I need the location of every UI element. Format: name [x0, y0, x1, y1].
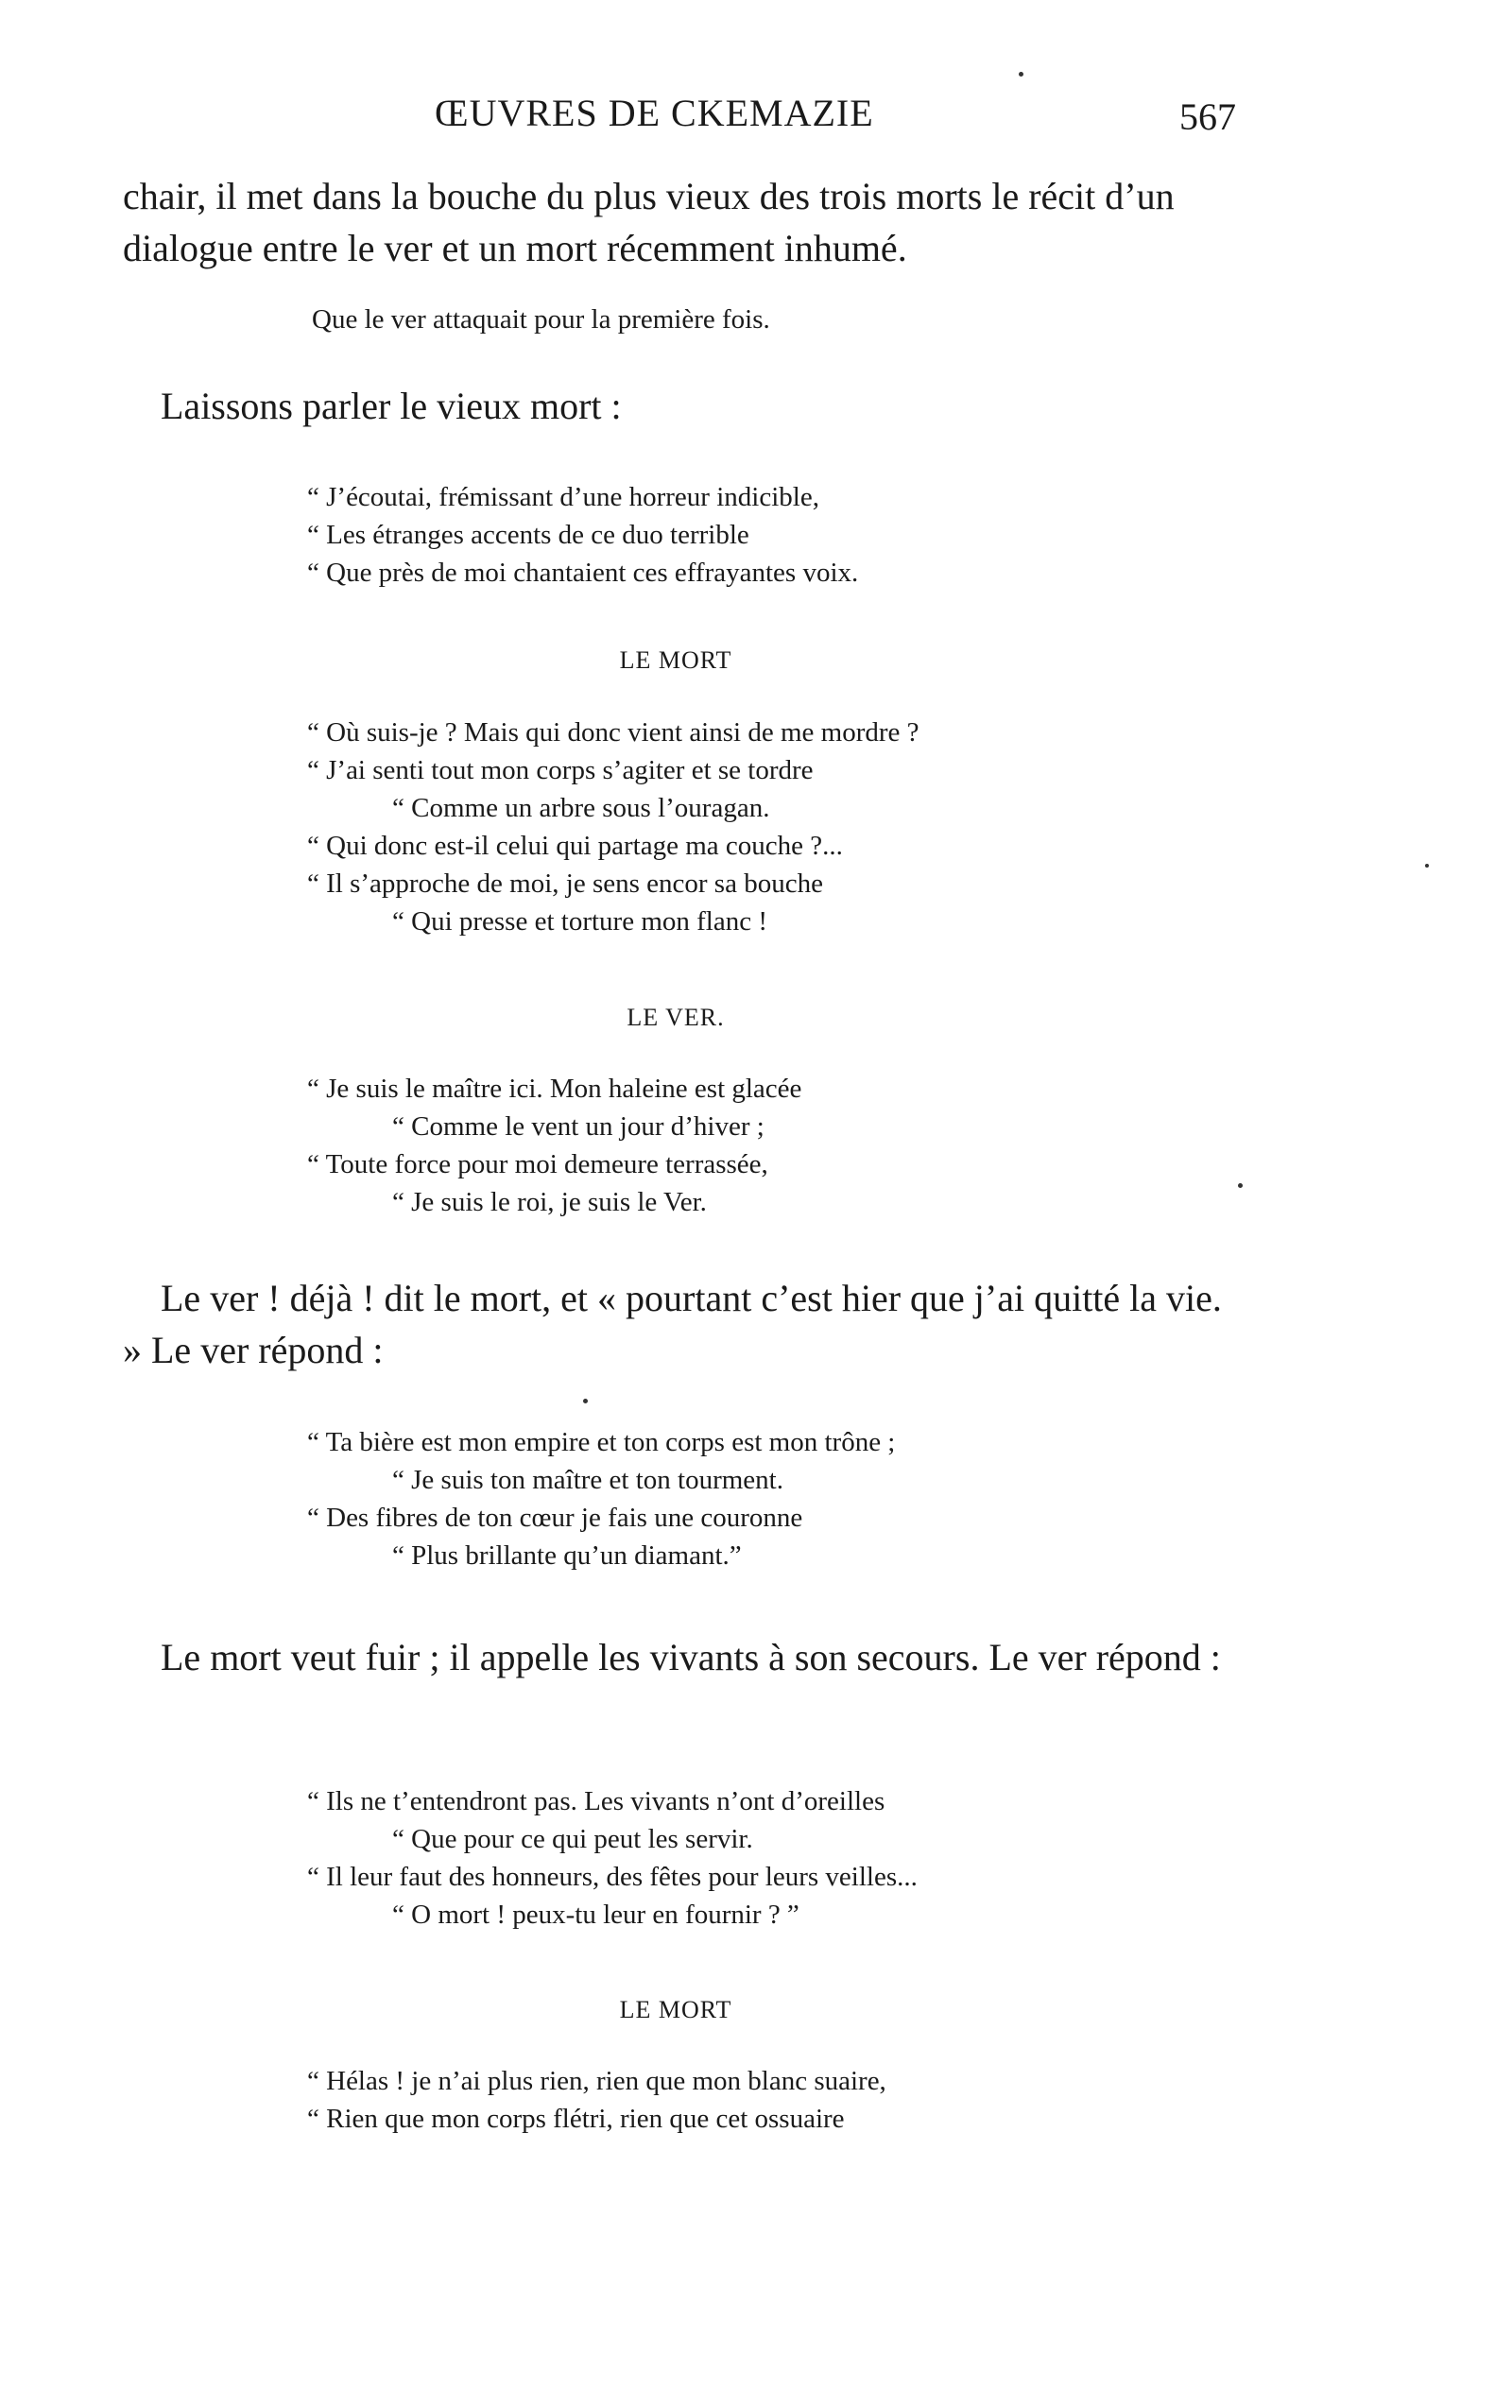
scan-speck: [583, 1399, 588, 1403]
verse-line: “ Des fibres de ton cœur je fais une couronne: [307, 1503, 803, 1533]
verse-line: “ Comme le vent un jour d’hiver ;: [392, 1111, 765, 1142]
page-number: 567: [1179, 95, 1236, 138]
quoted-fragment-line: Que le ver attaquait pour la première fois.: [312, 304, 770, 335]
verse-line: “ Rien que mon corps flétri, rien que cet ossuaire: [307, 2104, 845, 2134]
verse-line: “ Il leur faut des honneurs, des fêtes pour leurs veilles...: [307, 1862, 918, 1892]
verse-line: “ Toute force pour moi demeure terrassée,: [307, 1149, 768, 1179]
verse-line: “ O mort ! peux-tu leur en fournir ? ”: [392, 1900, 799, 1930]
prose-paragraph-4: [123, 1631, 1247, 1683]
verse-stanza-2: [307, 714, 919, 940]
verse-stanza-5: [307, 1782, 918, 1934]
verse-line: “ J’ai senti tout mon corps s’agiter et se tordre: [307, 755, 814, 785]
paragraph-text: Le mort veut fuir ; il appelle les vivants à son secours. Le ver répond :: [161, 1636, 1221, 1678]
running-header-title: ŒUVRES DE CKEMAZIE: [435, 92, 874, 134]
verse-line: “ Que pour ce qui peut les servir.: [392, 1824, 753, 1854]
verse-line: “ Ta bière est mon empire et ton corps est mon trône ;: [307, 1427, 896, 1457]
verse-line: “ Qui donc est-il celui qui partage ma couche ?...: [307, 831, 843, 861]
verse-line: “ Où suis-je ? Mais qui donc vient ainsi de me mordre ?: [307, 717, 919, 748]
prose-paragraph-1: [123, 170, 1247, 274]
scan-speck: [1425, 864, 1429, 868]
verse-stanza-3: [307, 1070, 801, 1221]
verse-line: “ Hélas ! je n’ai plus rien, rien que mon blanc suaire,: [307, 2066, 886, 2096]
scan-speck: [1238, 1183, 1243, 1188]
verse-line: “ Il s’approche de moi, je sens encor sa bouche: [307, 869, 823, 899]
verse-line: “ Je suis le roi, je suis le Ver.: [392, 1187, 707, 1217]
verse-line: “ Que près de moi chantaient ces effrayantes voix.: [307, 558, 859, 588]
verse-stanza-6: [307, 2062, 886, 2138]
verse-line: “ Qui presse et torture mon flanc !: [392, 906, 767, 937]
speaker-heading-le-ver: LE VER.: [627, 1004, 725, 1031]
speaker-heading-le-mort: LE MORT: [619, 1996, 732, 2023]
verse-stanza-4: [307, 1423, 895, 1574]
prose-paragraph-3: [123, 1272, 1247, 1376]
verse-line: “ Comme un arbre sous l’ouragan.: [392, 793, 770, 823]
verse-line: “ Plus brillante qu’un diamant.”: [392, 1540, 742, 1571]
verse-line: “ Je suis ton maître et ton tourment.: [392, 1465, 783, 1495]
verse-line: “ Je suis le maître ici. Mon haleine est glacée: [307, 1074, 802, 1104]
scan-speck: [1019, 72, 1023, 77]
verse-line: “ Ils ne t’entendront pas. Les vivants n’ont d’oreilles: [307, 1786, 885, 1816]
paragraph-text: chair, il met dans la bouche du plus vieux des trois morts le récit d’un dialogue entre le ver et un mort récemment inhumé.: [123, 175, 1175, 269]
verse-stanza-1: [307, 478, 858, 592]
prose-paragraph-2: [123, 380, 1247, 432]
speaker-heading-le-mort: LE MORT: [619, 646, 732, 674]
verse-line: “ J’écoutai, frémissant d’une horreur indicible,: [307, 482, 819, 512]
verse-line: “ Les étranges accents de ce duo terrible: [307, 520, 749, 550]
paragraph-text: Laissons parler le vieux mort :: [161, 385, 622, 427]
paragraph-text: Le ver ! déjà ! dit le mort, et « pourtant c’est hier que j’ai quitté la vie. » Le ver répond :: [123, 1277, 1222, 1371]
